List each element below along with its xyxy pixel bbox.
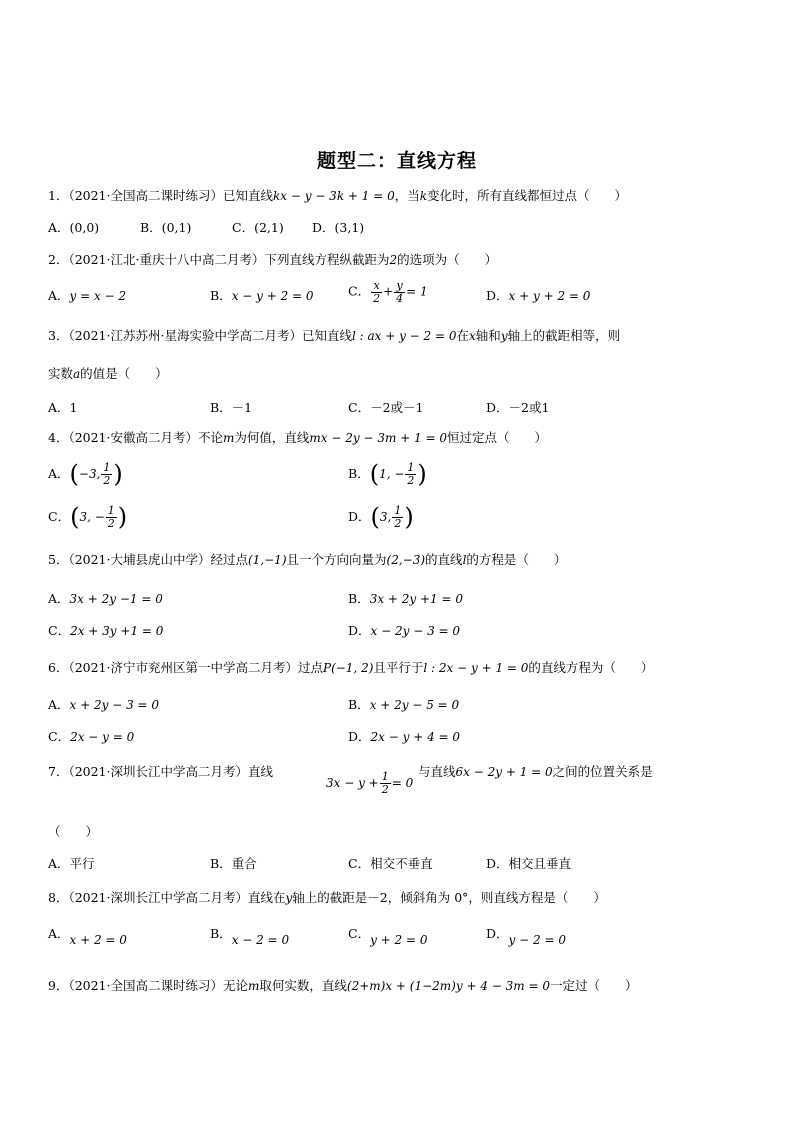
q5-option-d: D．x − 2y − 3 = 0 [348,623,461,638]
question-7-stem: 7．（2021·深圳长江中学高二月考）直线 [48,764,273,779]
question-4-stem: 4．（2021·安徽高二月考）不论m为何值，直线mx − 2y − 3m + 1 = 0恒过定点（ ） [48,430,547,445]
question-9-stem: 9．（2021·全国高二课时练习）无论m取何实数，直线(2+m)x + (1−2m)y + 4 − 3m = 0一定过（ ） [48,978,638,993]
question-3-stem: 3．（2021·江苏苏州·星海实验中学高二月考）已知直线l : ax + y − 2 = 0在x轴和y轴上的截距相等，则 [48,328,621,343]
q3-option-c: C．－2或－1 [348,400,424,415]
q3-option-d: D．－2或1 [486,400,550,415]
q2-option-c: C． $\frac{x}{2}$ + $\frac{y}{4}$ = 1 [348,279,428,305]
q1-option-a: A．(0,0) [48,220,100,235]
q7-stem-tail: 与直线6x − 2y + 1 = 0之间的位置关系是 [418,764,653,779]
q6-option-d: D．2x − y + 4 = 0 [348,729,461,744]
q3-option-a: A．1 [48,400,78,415]
question-1-stem: 1．（2021·全国高二课时练习）已知直线kx − y − 3k + 1 = 0，当k变化时，所有直线都恒过点（ ） [48,188,628,203]
q5-option-b: B．3x + 2y +1 = 0 [348,591,464,606]
q7-equation-1: 3x − y + $\frac{1}{2}$ = 0 [326,770,414,796]
question-5-stem: 5．（2021·大埔县虎山中学）经过点(1,−1)且一个方向向量为(2,−3)的直线l的方程是（ ） [48,552,567,567]
q3-option-b: B．－1 [210,400,253,415]
q7-option-a: A．平行 [48,856,95,871]
q7-answer-paren: （ ） [48,824,99,839]
q6-option-a: A．x + 2y − 3 = 0 [48,697,160,712]
q2-option-b: B．x − y + 2 = 0 [210,288,314,303]
q7-option-d: D．相交且垂直 [486,856,572,871]
question-8-stem: 8．（2021·深圳长江中学高二月考）直线在y轴上的截距是－2，倾斜角为 0°，则直线方程是（ ） [48,890,606,905]
q1-option-b: B．(0,1) [140,220,192,235]
q8-option-d: D．y − 2 = 0 [486,926,566,947]
q1-option-c: C．(2,1) [232,220,284,235]
page-title: 题型二：直线方程 [316,150,477,172]
q6-option-b: B．x + 2y − 5 = 0 [348,697,460,712]
q5-option-c: C．2x + 3y +1 = 0 [48,623,164,638]
q8-option-a: A．x + 2 = 0 [48,926,127,947]
q8-option-b: B．x − 2 = 0 [210,926,290,947]
q1-option-d: D．(3,1) [312,220,365,235]
q2-option-a: A．y = x − 2 [48,288,127,303]
question-6-stem: 6．（2021·济宁市兖州区第一中学高二月考）过点P(−1, 2)且平行于l : 2x − y + 1 = 0的直线方程为（ ） [48,660,654,675]
q5-option-a: A．3x + 2y −1 = 0 [48,591,163,606]
q4-option-b: B．(1, − $\frac{1}{2}$ ) [348,460,427,488]
question-2-stem: 2．（2021·江北·重庆十八中高二月考）下列直线方程纵截距为2的选项为（ ） [48,252,498,267]
q7-option-b: B．重合 [210,856,257,871]
question-3-stem-line2: 实数a的值是（ ） [48,366,168,381]
q2-option-d: D．x + y + 2 = 0 [486,288,591,303]
q4-option-d: D．(3, $\frac{1}{2}$ ) [348,503,414,531]
q6-option-c: C．2x − y = 0 [48,729,135,744]
q8-option-c: C．y + 2 = 0 [348,926,428,947]
q4-option-a: A．(−3, $\frac{1}{2}$ ) [48,460,123,488]
q4-option-c: C．(3, − $\frac{1}{2}$ ) [48,503,128,531]
q7-option-c: C．相交不垂直 [348,856,433,871]
